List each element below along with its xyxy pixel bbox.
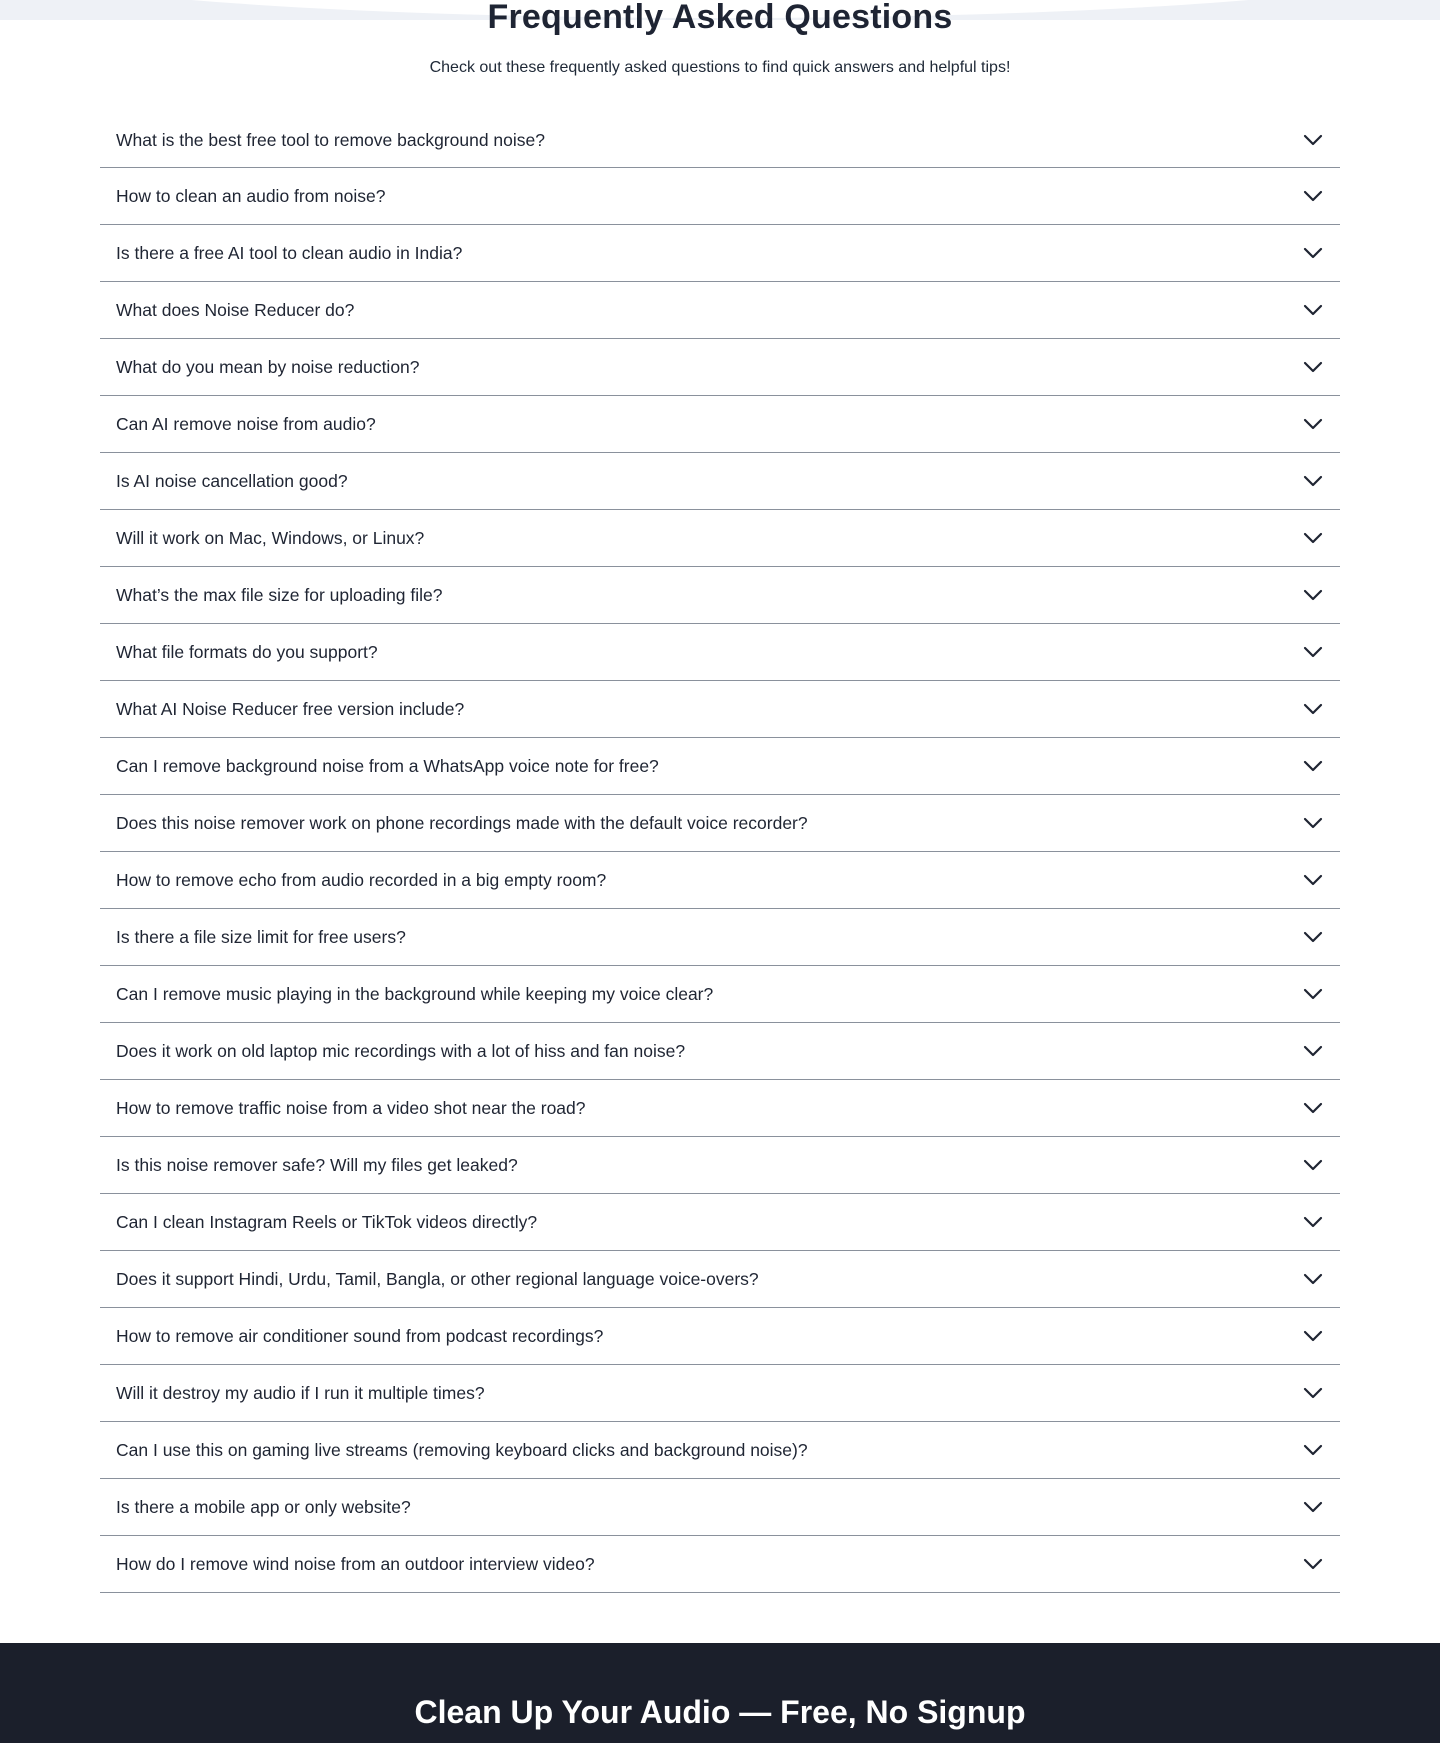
- faq-question: Does it work on old laptop mic recordings with a lot of hiss and fan noise?: [116, 1041, 686, 1061]
- chevron-down-icon[interactable]: [1302, 299, 1324, 321]
- faq-question: Will it work on Mac, Windows, or Linux?: [116, 528, 425, 548]
- faq-item[interactable]: [100, 567, 1340, 624]
- chevron-down-icon[interactable]: [1302, 413, 1324, 435]
- faq-item[interactable]: [100, 1194, 1340, 1251]
- faq-question: What file formats do you support?: [116, 642, 378, 662]
- faq-question: What does Noise Reducer do?: [116, 300, 355, 320]
- chevron-down-icon[interactable]: [1302, 1496, 1324, 1518]
- chevron-down-icon[interactable]: [1302, 869, 1324, 891]
- faq-item[interactable]: [100, 1422, 1340, 1479]
- chevron-down-icon[interactable]: [1302, 470, 1324, 492]
- faq-question: Does this noise remover work on phone recordings made with the default voice recorder?: [116, 813, 808, 833]
- faq-item[interactable]: [100, 1308, 1340, 1365]
- chevron-down-icon[interactable]: [1302, 129, 1324, 151]
- faq-item[interactable]: [100, 510, 1340, 567]
- faq-item[interactable]: [100, 112, 1340, 168]
- chevron-down-icon[interactable]: [1302, 185, 1324, 207]
- faq-item[interactable]: [100, 453, 1340, 510]
- chevron-down-icon[interactable]: [1302, 1268, 1324, 1290]
- chevron-down-icon[interactable]: [1302, 584, 1324, 606]
- faq-question: Is there a free AI tool to clean audio in India?: [116, 243, 463, 263]
- faq-question: Can I remove background noise from a WhatsApp voice note for free?: [116, 756, 659, 776]
- faq-list: [100, 112, 1340, 1593]
- faq-item[interactable]: [100, 339, 1340, 396]
- faq-question: Is this noise remover safe? Will my files get leaked?: [116, 1155, 518, 1175]
- cta-title: Clean Up Your Audio — Free, No Signup: [414, 1694, 1026, 1730]
- faq-question: Is there a file size limit for free users?: [116, 927, 406, 947]
- faq-item[interactable]: [100, 1479, 1340, 1536]
- chevron-down-icon[interactable]: [1302, 641, 1324, 663]
- faq-question: Can AI remove noise from audio?: [116, 414, 376, 434]
- faq-item[interactable]: [100, 738, 1340, 795]
- faq-question: What AI Noise Reducer free version include?: [116, 699, 465, 719]
- faq-question: How to remove traffic noise from a video shot near the road?: [116, 1098, 586, 1118]
- faq-question: Does it support Hindi, Urdu, Tamil, Bangla, or other regional language voice-overs?: [116, 1269, 759, 1289]
- chevron-down-icon[interactable]: [1302, 1040, 1324, 1062]
- chevron-down-icon[interactable]: [1302, 755, 1324, 777]
- chevron-down-icon[interactable]: [1302, 1325, 1324, 1347]
- faq-question: Can I remove music playing in the background while keeping my voice clear?: [116, 984, 714, 1004]
- faq-item[interactable]: [100, 1251, 1340, 1308]
- faq-item[interactable]: [100, 1536, 1340, 1593]
- chevron-down-icon[interactable]: [1302, 1553, 1324, 1575]
- faq-question: Will it destroy my audio if I run it multiple times?: [116, 1383, 485, 1403]
- faq-question: What’s the max file size for uploading file?: [116, 585, 443, 605]
- faq-question: How to remove echo from audio recorded in a big empty room?: [116, 870, 607, 890]
- chevron-down-icon[interactable]: [1302, 698, 1324, 720]
- chevron-down-icon[interactable]: [1302, 926, 1324, 948]
- faq-item[interactable]: [100, 1137, 1340, 1194]
- faq-item[interactable]: [100, 168, 1340, 225]
- faq-question: Is there a mobile app or only website?: [116, 1497, 411, 1517]
- chevron-down-icon[interactable]: [1302, 812, 1324, 834]
- faq-item[interactable]: [100, 1365, 1340, 1422]
- chevron-down-icon[interactable]: [1302, 1211, 1324, 1233]
- faq-item[interactable]: [100, 909, 1340, 966]
- chevron-down-icon[interactable]: [1302, 1154, 1324, 1176]
- chevron-down-icon[interactable]: [1302, 1097, 1324, 1119]
- chevron-down-icon[interactable]: [1302, 1439, 1324, 1461]
- faq-item[interactable]: [100, 1023, 1340, 1080]
- faq-question: What do you mean by noise reduction?: [116, 357, 420, 377]
- faq-item[interactable]: [100, 225, 1340, 282]
- faq-item[interactable]: [100, 795, 1340, 852]
- faq-question: How to remove air conditioner sound from podcast recordings?: [116, 1326, 604, 1346]
- chevron-down-icon[interactable]: [1302, 983, 1324, 1005]
- faq-title: Frequently Asked Questions: [487, 0, 953, 36]
- chevron-down-icon[interactable]: [1302, 356, 1324, 378]
- faq-item[interactable]: [100, 1080, 1340, 1137]
- faq-subtitle: Check out these frequently asked questions to find quick answers and helpful tips!: [429, 59, 1011, 76]
- faq-question: Can I clean Instagram Reels or TikTok videos directly?: [116, 1212, 538, 1232]
- faq-item[interactable]: [100, 624, 1340, 681]
- faq-question: How to clean an audio from noise?: [116, 186, 386, 206]
- faq-question: Is AI noise cancellation good?: [116, 471, 348, 491]
- faq-question: What is the best free tool to remove background noise?: [116, 129, 545, 150]
- faq-question: How do I remove wind noise from an outdoor interview video?: [116, 1554, 595, 1574]
- faq-item[interactable]: [100, 681, 1340, 738]
- chevron-down-icon[interactable]: [1302, 527, 1324, 549]
- cta-section: [0, 1643, 1440, 1743]
- chevron-down-icon[interactable]: [1302, 1382, 1324, 1404]
- faq-item[interactable]: [100, 396, 1340, 453]
- chevron-down-icon[interactable]: [1302, 242, 1324, 264]
- faq-question: Can I use this on gaming live streams (removing keyboard clicks and background noise)?: [116, 1440, 808, 1460]
- faq-item[interactable]: [100, 852, 1340, 909]
- faq-item[interactable]: [100, 282, 1340, 339]
- faq-item[interactable]: [100, 966, 1340, 1023]
